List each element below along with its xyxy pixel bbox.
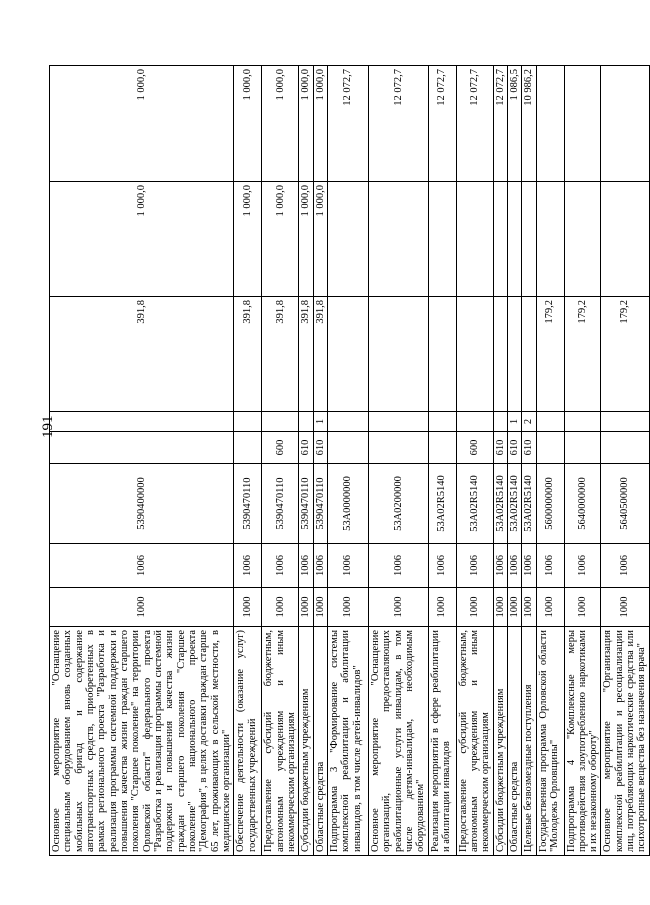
amount-year-1: 179,2 (536, 297, 564, 412)
grbs-code: 1000 (234, 588, 262, 627)
section-code: 1006 (507, 544, 521, 588)
amount-year-3: 1 000,0 (262, 66, 299, 182)
table-row (536, 66, 564, 856)
target-article-code: 53А02R5140 (428, 464, 456, 544)
section-code: 1006 (493, 544, 507, 588)
table-row (507, 66, 521, 856)
target-article-code: 53А02R5140 (493, 464, 507, 544)
amount-year-2: 1 000,0 (50, 182, 234, 297)
table-row (601, 66, 649, 856)
grbs-code: 1000 (522, 588, 536, 627)
grbs-code: 1000 (493, 588, 507, 627)
target-article-code: 53А0000000 (327, 464, 368, 544)
source-code (234, 412, 262, 432)
amount-year-1: 391,8 (313, 297, 327, 412)
target-article-code: 5390400000 (50, 464, 234, 544)
section-code: 1006 (601, 544, 649, 588)
expense-type-code (536, 432, 564, 464)
grbs-code: 1000 (428, 588, 456, 627)
row-name: Предоставление субсидий бюджетным, автономным учреждениям и иным некоммерческим организациям (262, 627, 299, 856)
section-code: 1006 (327, 544, 368, 588)
amount-year-1: 391,8 (50, 297, 234, 412)
amount-year-1 (428, 297, 456, 412)
row-name: Областные средства (313, 627, 327, 856)
expense-type-code: 610 (522, 432, 536, 464)
expense-type-code (50, 432, 234, 464)
section-code: 1006 (50, 544, 234, 588)
row-name: Подпрограмма 3 "Формирование системы комплексной реабилитации и абилитации инвалидов, в том числе детей-инвалидов" (327, 627, 368, 856)
amount-year-1 (327, 297, 368, 412)
target-article-code: 53А0200000 (368, 464, 428, 544)
amount-year-1 (493, 297, 507, 412)
table-row (313, 66, 327, 856)
target-article-code: 5600000000 (536, 464, 564, 544)
amount-year-3 (601, 66, 649, 182)
budget-table (49, 65, 650, 856)
source-code: 2 (522, 412, 536, 432)
row-name: Реализация мероприятий в сфере реабилитации и абилитации инвалидов (428, 627, 456, 856)
grbs-code: 1000 (507, 588, 521, 627)
target-article-code: 5390470110 (299, 464, 313, 544)
row-name: Предоставление субсидий бюджетным, автономным учреждениям и иным некоммерческим организациям (456, 627, 493, 856)
source-code: 1 (507, 412, 521, 432)
row-name: Обеспечение деятельности (оказание услуг) государственных учреждений (234, 627, 262, 856)
expense-type-code: 600 (456, 432, 493, 464)
grbs-code: 1000 (601, 588, 649, 627)
row-name: Областные средства (507, 627, 521, 856)
target-article-code: 5390470110 (262, 464, 299, 544)
section-code: 1006 (313, 544, 327, 588)
section-code: 1006 (456, 544, 493, 588)
amount-year-3: 12 072,7 (456, 66, 493, 182)
expense-type-code: 610 (313, 432, 327, 464)
amount-year-1 (507, 297, 521, 412)
grbs-code: 1000 (262, 588, 299, 627)
expense-type-code (327, 432, 368, 464)
target-article-code: 53А02R5140 (507, 464, 521, 544)
expense-type-code (428, 432, 456, 464)
target-article-code: 5640500000 (601, 464, 649, 544)
row-name: Подпрограмма 4 "Комплексные меры противодействия злоупотреблению наркотиками и их незаконному обороту" (564, 627, 601, 856)
amount-year-2: 1 000,0 (313, 182, 327, 297)
amount-year-1: 179,2 (601, 297, 649, 412)
target-article-code: 5640000000 (564, 464, 601, 544)
amount-year-3: 10 986,2 (522, 66, 536, 182)
source-code (536, 412, 564, 432)
amount-year-3: 1 000,0 (313, 66, 327, 182)
amount-year-2 (368, 182, 428, 297)
amount-year-2 (536, 182, 564, 297)
section-code: 1006 (299, 544, 313, 588)
expense-type-code: 600 (262, 432, 299, 464)
row-name: Основное мероприятие "Оснащение организаций, предоставляющих реабилитационные услуги инвалидам, в том числе детям-инвалидам, необходимым оборудованием" (368, 627, 428, 856)
grbs-code: 1000 (327, 588, 368, 627)
amount-year-2 (493, 182, 507, 297)
source-code (262, 412, 299, 432)
grbs-code: 1000 (50, 588, 234, 627)
row-name: Субсидии бюджетным учреждениям (493, 627, 507, 856)
table-row (299, 66, 313, 856)
amount-year-2 (327, 182, 368, 297)
grbs-code: 1000 (456, 588, 493, 627)
grbs-code: 1000 (564, 588, 601, 627)
source-code (493, 412, 507, 432)
amount-year-1 (368, 297, 428, 412)
amount-year-1: 391,8 (299, 297, 313, 412)
target-article-code: 53А02R5140 (456, 464, 493, 544)
section-code: 1006 (368, 544, 428, 588)
row-name: Целевые безвозмездные поступления (522, 627, 536, 856)
source-code (601, 412, 649, 432)
amount-year-1: 391,8 (234, 297, 262, 412)
table-row (456, 66, 493, 856)
amount-year-2 (456, 182, 493, 297)
expense-type-code (564, 432, 601, 464)
expense-type-code (234, 432, 262, 464)
amount-year-1: 179,2 (564, 297, 601, 412)
amount-year-3: 12 072,7 (493, 66, 507, 182)
target-article-code: 5390470110 (313, 464, 327, 544)
row-name: Субсидии бюджетным учреждениям (299, 627, 313, 856)
table-row (522, 66, 536, 856)
amount-year-1 (522, 297, 536, 412)
amount-year-2 (428, 182, 456, 297)
table-row (50, 66, 234, 856)
amount-year-2: 1 000,0 (234, 182, 262, 297)
section-code: 1006 (522, 544, 536, 588)
table-row (564, 66, 601, 856)
table-body (50, 66, 650, 856)
expense-type-code (368, 432, 428, 464)
expense-type-code (601, 432, 649, 464)
table-row (428, 66, 456, 856)
amount-year-3 (536, 66, 564, 182)
grbs-code: 1000 (299, 588, 313, 627)
amount-year-2 (601, 182, 649, 297)
amount-year-2 (564, 182, 601, 297)
amount-year-3: 1 000,0 (299, 66, 313, 182)
section-code: 1006 (428, 544, 456, 588)
amount-year-1: 391,8 (262, 297, 299, 412)
source-code (299, 412, 313, 432)
amount-year-2: 1 000,0 (262, 182, 299, 297)
source-code (327, 412, 368, 432)
amount-year-1 (456, 297, 493, 412)
amount-year-3: 12 072,7 (428, 66, 456, 182)
table-row (234, 66, 262, 856)
section-code: 1006 (234, 544, 262, 588)
amount-year-3: 12 072,7 (368, 66, 428, 182)
page-number: 191 (40, 415, 56, 438)
expense-type-code: 610 (299, 432, 313, 464)
table-row (327, 66, 368, 856)
table-row (262, 66, 299, 856)
source-code: 1 (313, 412, 327, 432)
amount-year-2: 1 000,0 (299, 182, 313, 297)
grbs-code: 1000 (536, 588, 564, 627)
source-code (456, 412, 493, 432)
expense-type-code: 610 (493, 432, 507, 464)
amount-year-3: 12 072,7 (327, 66, 368, 182)
expense-type-code: 610 (507, 432, 521, 464)
row-name: Государственная программа Орловской области "Молодежь Орловщины" (536, 627, 564, 856)
amount-year-3: 1 086,5 (507, 66, 521, 182)
source-code (428, 412, 456, 432)
grbs-code: 1000 (313, 588, 327, 627)
table-row (493, 66, 507, 856)
amount-year-3 (564, 66, 601, 182)
amount-year-2 (507, 182, 521, 297)
source-code (50, 412, 234, 432)
amount-year-3: 1 000,0 (234, 66, 262, 182)
amount-year-2 (522, 182, 536, 297)
section-code: 1006 (564, 544, 601, 588)
table-row (368, 66, 428, 856)
source-code (368, 412, 428, 432)
budget-table-rotated (49, 66, 648, 856)
row-name: Основное мероприятие "Оснащение специальным оборудованием вновь созданных мобильных бригад и содержание автотранспортных средств, приобретенных в рамках регионального проекта "Разработка и реализация программы системной поддержки и повышения качества жизни граждан старшего поколения "Старшее поколение" на территории Орловской области" федерального проекта "Разработка и реализация программы системной поддержки и повышения качества жизни граждан старшего поколения "Старшее поколение" национального проекта "Демография", в целях доставки граждан старше 65 лет, проживающих в сельской местности, в медицинские организации" (50, 627, 234, 856)
grbs-code: 1000 (368, 588, 428, 627)
target-article-code: 5390470110 (234, 464, 262, 544)
row-name: Основное мероприятие "Организация комплексной реабилитации и ресоциализации лиц, потребляющих наркотические средства или психотропные вещества без назначения врача" (601, 627, 649, 856)
target-article-code: 53А02R5140 (522, 464, 536, 544)
amount-year-3: 1 000,0 (50, 66, 234, 182)
section-code: 1006 (262, 544, 299, 588)
section-code: 1006 (536, 544, 564, 588)
source-code (564, 412, 601, 432)
